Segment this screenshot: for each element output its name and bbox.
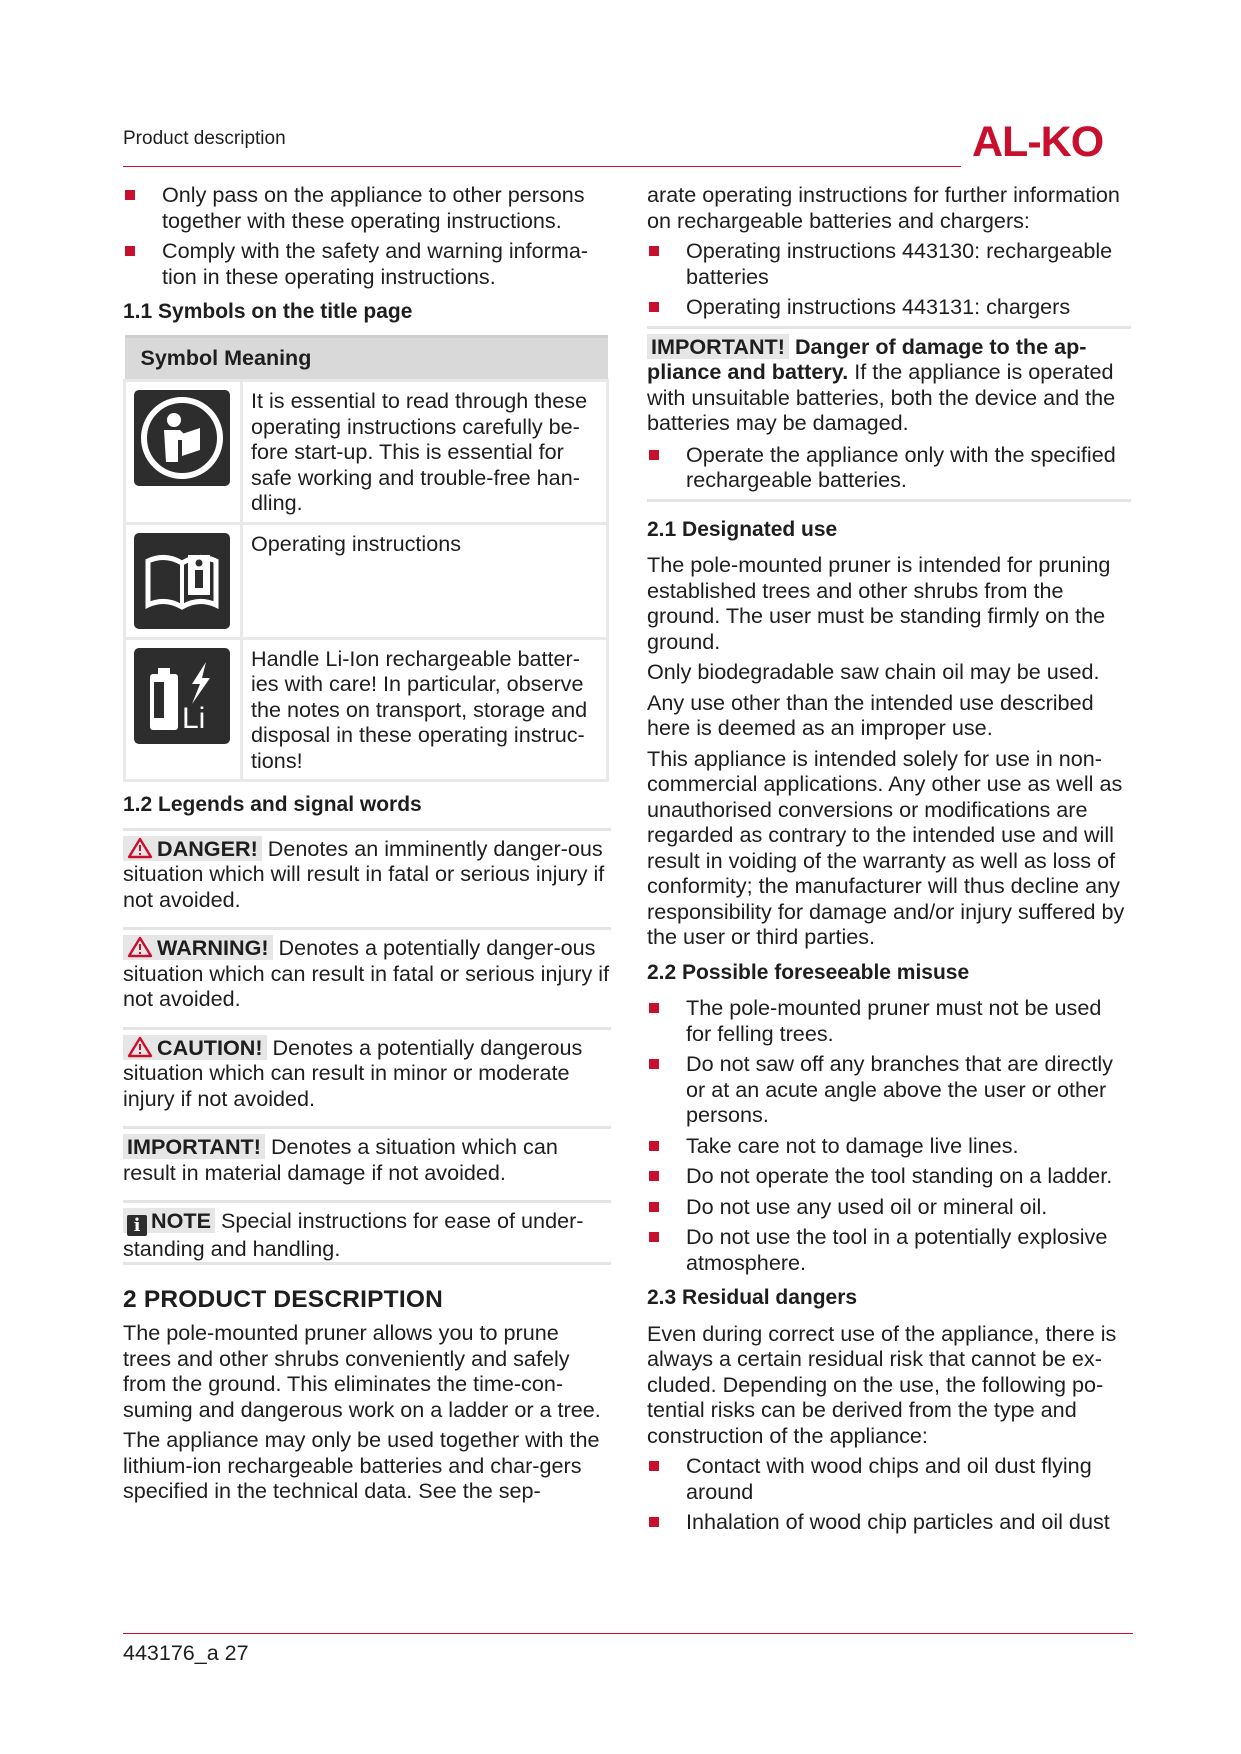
designated-use-paragraph: Only biodegradable saw chain oil may be used. [647, 659, 1100, 684]
bullet-square-icon [649, 1517, 659, 1527]
continued-paragraph: arate operating instructions for further information on rechargeable batteries and chargers: [647, 182, 1120, 233]
warning-notice: WARNING! Denotes a potentially danger-ous situation which can result in fatal or serious injury if not avoided. [123, 927, 611, 1012]
left-column [123, 182, 611, 1509]
list-item: Contact with wood chips and oil dust flying around [647, 1453, 1131, 1504]
doc-bullet-list [647, 238, 1131, 320]
header-section-label: Product description [123, 128, 286, 149]
list-item: Do not use any used oil or mineral oil. [647, 1194, 1131, 1220]
symbol-meaning: Handle Li-Ion rechargeable batter-ies with care! In particular, observe the notes on transport, storage and disposal in these operating instruc-tions! [242, 638, 608, 781]
danger-notice: DANGER! Denotes an imminently danger-ous situation which will result in fatal or serious injury if not avoided. [123, 828, 611, 913]
footer-page-label: 443176_a 27 [123, 1641, 249, 1665]
warning-triangle-icon [127, 837, 153, 859]
bullet-square-icon [649, 450, 659, 460]
warning-triangle-icon [127, 1036, 153, 1058]
symbol-table [123, 335, 609, 783]
residual-dangers-paragraph: Even during correct use of the appliance, there is always a certain residual risk that cannot be ex-cluded. Depending on the use, the following po-tential risks can be derived from the type and construction of the appliance: [647, 1320, 1117, 1448]
section-2-paragraph: The appliance may only be used together with the lithium-ion rechargeable batteries and char-gers specified in the technical data. See the sep- [123, 1427, 600, 1503]
designated-use-paragraph: Any use other than the intended use described here is deemed as an improper use. [647, 689, 1094, 740]
caution-notice: CAUTION! Denotes a potentially dangerous situation which can result in minor or moderate injury if not avoided. [123, 1027, 611, 1112]
designated-use-paragraph: The pole-mounted pruner is intended for pruning established trees and other shrubs from the ground. The user must be standing firmly on the ground. [647, 552, 1111, 654]
right-column [647, 182, 1131, 1541]
misuse-bullet-list [647, 995, 1131, 1275]
table-row [125, 523, 608, 638]
section-2-3-title: 2.3 Residual dangers [647, 1286, 858, 1309]
bullet-square-icon [649, 1202, 659, 1212]
svg-text:Li: Li [182, 701, 206, 735]
intro-bullet-list [123, 182, 611, 289]
signal-word-tag: i NOTE [123, 1208, 215, 1233]
symbol-table-header: Symbol Meaning [125, 336, 608, 381]
bullet-square-icon [649, 1461, 659, 1471]
bullet-square-icon [649, 1171, 659, 1181]
signal-word-tag: WARNING! [123, 935, 273, 960]
header-rule [123, 166, 961, 167]
operating-instructions-icon [134, 533, 230, 629]
bullet-square-icon [649, 1141, 659, 1151]
important-notice: IMPORTANT! Denotes a situation which can result in material damage if not avoided. [123, 1126, 611, 1185]
section-1-1-title: 1.1 Symbols on the title page [123, 300, 413, 323]
bullet-square-icon [125, 246, 135, 256]
warning-triangle-icon [127, 936, 153, 958]
list-item: Operating instructions 443131: chargers [647, 294, 1131, 320]
logo-text: AL-KO [972, 118, 1104, 162]
al-ko-logo [970, 118, 1130, 162]
note-notice: i NOTE Special instructions for ease of under-standing and handling. [123, 1200, 611, 1265]
symbol-meaning: Operating instructions [242, 523, 608, 638]
list-item: Do not operate the tool standing on a ladder. [647, 1163, 1131, 1189]
table-row [125, 638, 608, 781]
table-row [125, 381, 608, 524]
bullet-square-icon [649, 1232, 659, 1242]
list-item: The pole-mounted pruner must not be used for felling trees. [647, 995, 1131, 1046]
section-2-title: 2 PRODUCT DESCRIPTION [123, 1285, 444, 1313]
info-icon: i [127, 1215, 147, 1236]
list-item: Only pass on the appliance to other persons together with these operating instructions. [123, 182, 611, 233]
read-manual-icon [134, 390, 230, 486]
symbol-meaning: It is essential to read through these operating instructions carefully be-fore start-up. This is essential for safe working and trouble-free han-dling. [242, 381, 608, 524]
footer-rule [123, 1633, 1133, 1634]
list-item: Do not use the tool in a potentially explosive atmosphere. [647, 1224, 1131, 1275]
residual-bullet-list [647, 1453, 1131, 1535]
bullet-square-icon [125, 190, 135, 200]
bullet-square-icon [649, 1059, 659, 1069]
li-ion-battery-icon [134, 648, 230, 744]
bullet-square-icon [649, 246, 659, 256]
section-1-2-title: 1.2 Legends and signal words [123, 793, 422, 816]
section-2-paragraph: The pole-mounted pruner allows you to prune trees and other shrubs conveniently and safely from the ground. This eliminates the time-con-suming and dangerous work on a ladder or a tree. [123, 1320, 601, 1422]
signal-word-tag: IMPORTANT! [647, 334, 789, 359]
signal-word-tag: CAUTION! [123, 1035, 267, 1060]
list-item: Do not saw off any branches that are directly or at an acute angle above the user or other persons. [647, 1051, 1131, 1128]
designated-use-paragraph: This appliance is intended solely for use in non-commercial applications. Any other use as well as unauthorised conversions or modifications are regarded as contrary to the intended use and will result in voiding of the warranty as well as loss of conformity; the manufacturer will thus decline any responsibility for damage and/or injury suffered by the user or third parties. [647, 745, 1125, 949]
important-bullet-list [647, 442, 1131, 493]
section-2-1-title: 2.1 Designated use [647, 517, 838, 541]
list-item: Operating instructions 443130: rechargeable batteries [647, 238, 1131, 289]
important-battery-notice: IMPORTANT! Danger of damage to the ap-pliance and battery. If the appliance is operated with unsuitable batteries, both the device and the batteries may be damaged. Operate the appliance only with the specified rechargeable batteries. [647, 326, 1131, 502]
signal-word-tag: IMPORTANT! [123, 1134, 265, 1159]
list-item: Take care not to damage live lines. [647, 1133, 1131, 1159]
section-2-2-title: 2.2 Possible foreseeable misuse [647, 960, 970, 984]
list-item: Comply with the safety and warning informa-tion in these operating instructions. [123, 238, 611, 289]
bullet-square-icon [649, 302, 659, 312]
list-item: Inhalation of wood chip particles and oil dust [647, 1509, 1131, 1535]
list-item: Operate the appliance only with the specified rechargeable batteries. [647, 442, 1131, 493]
signal-word-tag: DANGER! [123, 836, 262, 861]
bullet-square-icon [649, 1003, 659, 1013]
